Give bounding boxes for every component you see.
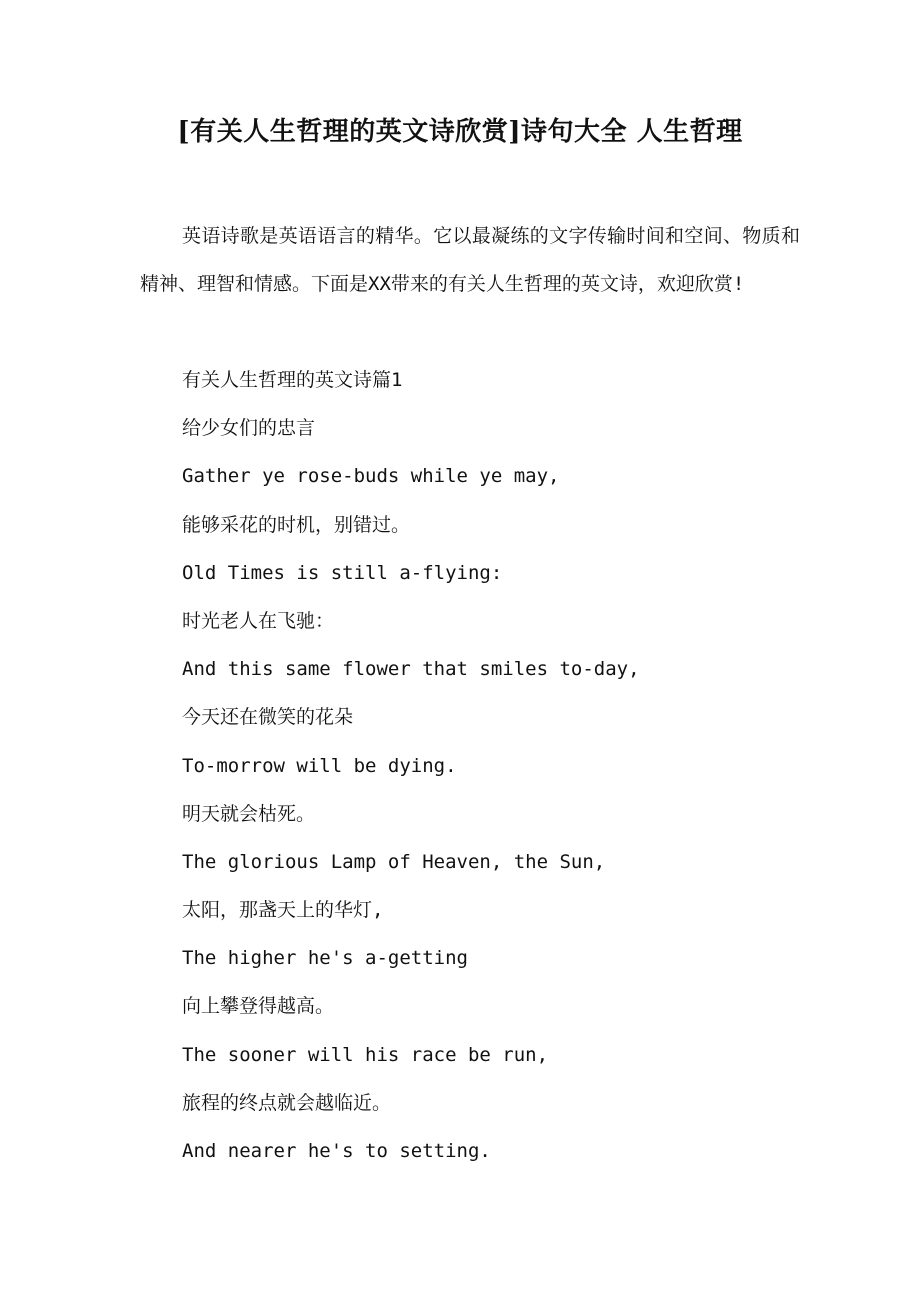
poem-line: And nearer he's to setting. — [182, 1140, 491, 1162]
poem-title: 给少女们的忠言 — [182, 417, 316, 440]
intro-paragraph: 英语诗歌是英语语言的精华。它以最凝练的文字传输时间和空间、物质和精神、理智和情感。下面是XX带来的有关人生哲理的英文诗，欢迎欣赏! — [140, 225, 800, 295]
poem-line: Old Times is still a-flying: — [182, 561, 503, 584]
section-heading: 有关人生哲理的英文诗篇1 — [182, 369, 403, 391]
poem-line: And this same flower that smiles to-day, — [182, 658, 640, 681]
poem-line: 太阳，那盏天上的华灯, — [182, 899, 384, 922]
poem-line: 向上攀登得越高。 — [182, 995, 335, 1018]
poem-lines — [182, 356, 822, 1175]
poem-line: 明天就会枯死。 — [182, 802, 316, 825]
poem-line: Gather ye rose-buds while ye may, — [182, 465, 560, 488]
poem-line: The higher he's a-getting — [182, 947, 468, 970]
poem-line: 时光老人在飞驰： — [182, 609, 335, 632]
poem-line: 旅程的终点就会越临近。 — [182, 1091, 392, 1114]
poem-line: To-morrow will be dying. — [182, 754, 457, 777]
poem-line: The sooner will his race be run, — [182, 1043, 549, 1066]
poem-line: 今天还在微笑的花朵 — [182, 706, 354, 729]
poem-line: The glorious Lamp of Heaven, the Sun, — [182, 850, 606, 873]
poem-line: 能够采花的时机，别错过。 — [182, 513, 411, 536]
document-title: [有关人生哲理的英文诗欣赏]诗句大全 人生哲理 — [177, 117, 743, 147]
